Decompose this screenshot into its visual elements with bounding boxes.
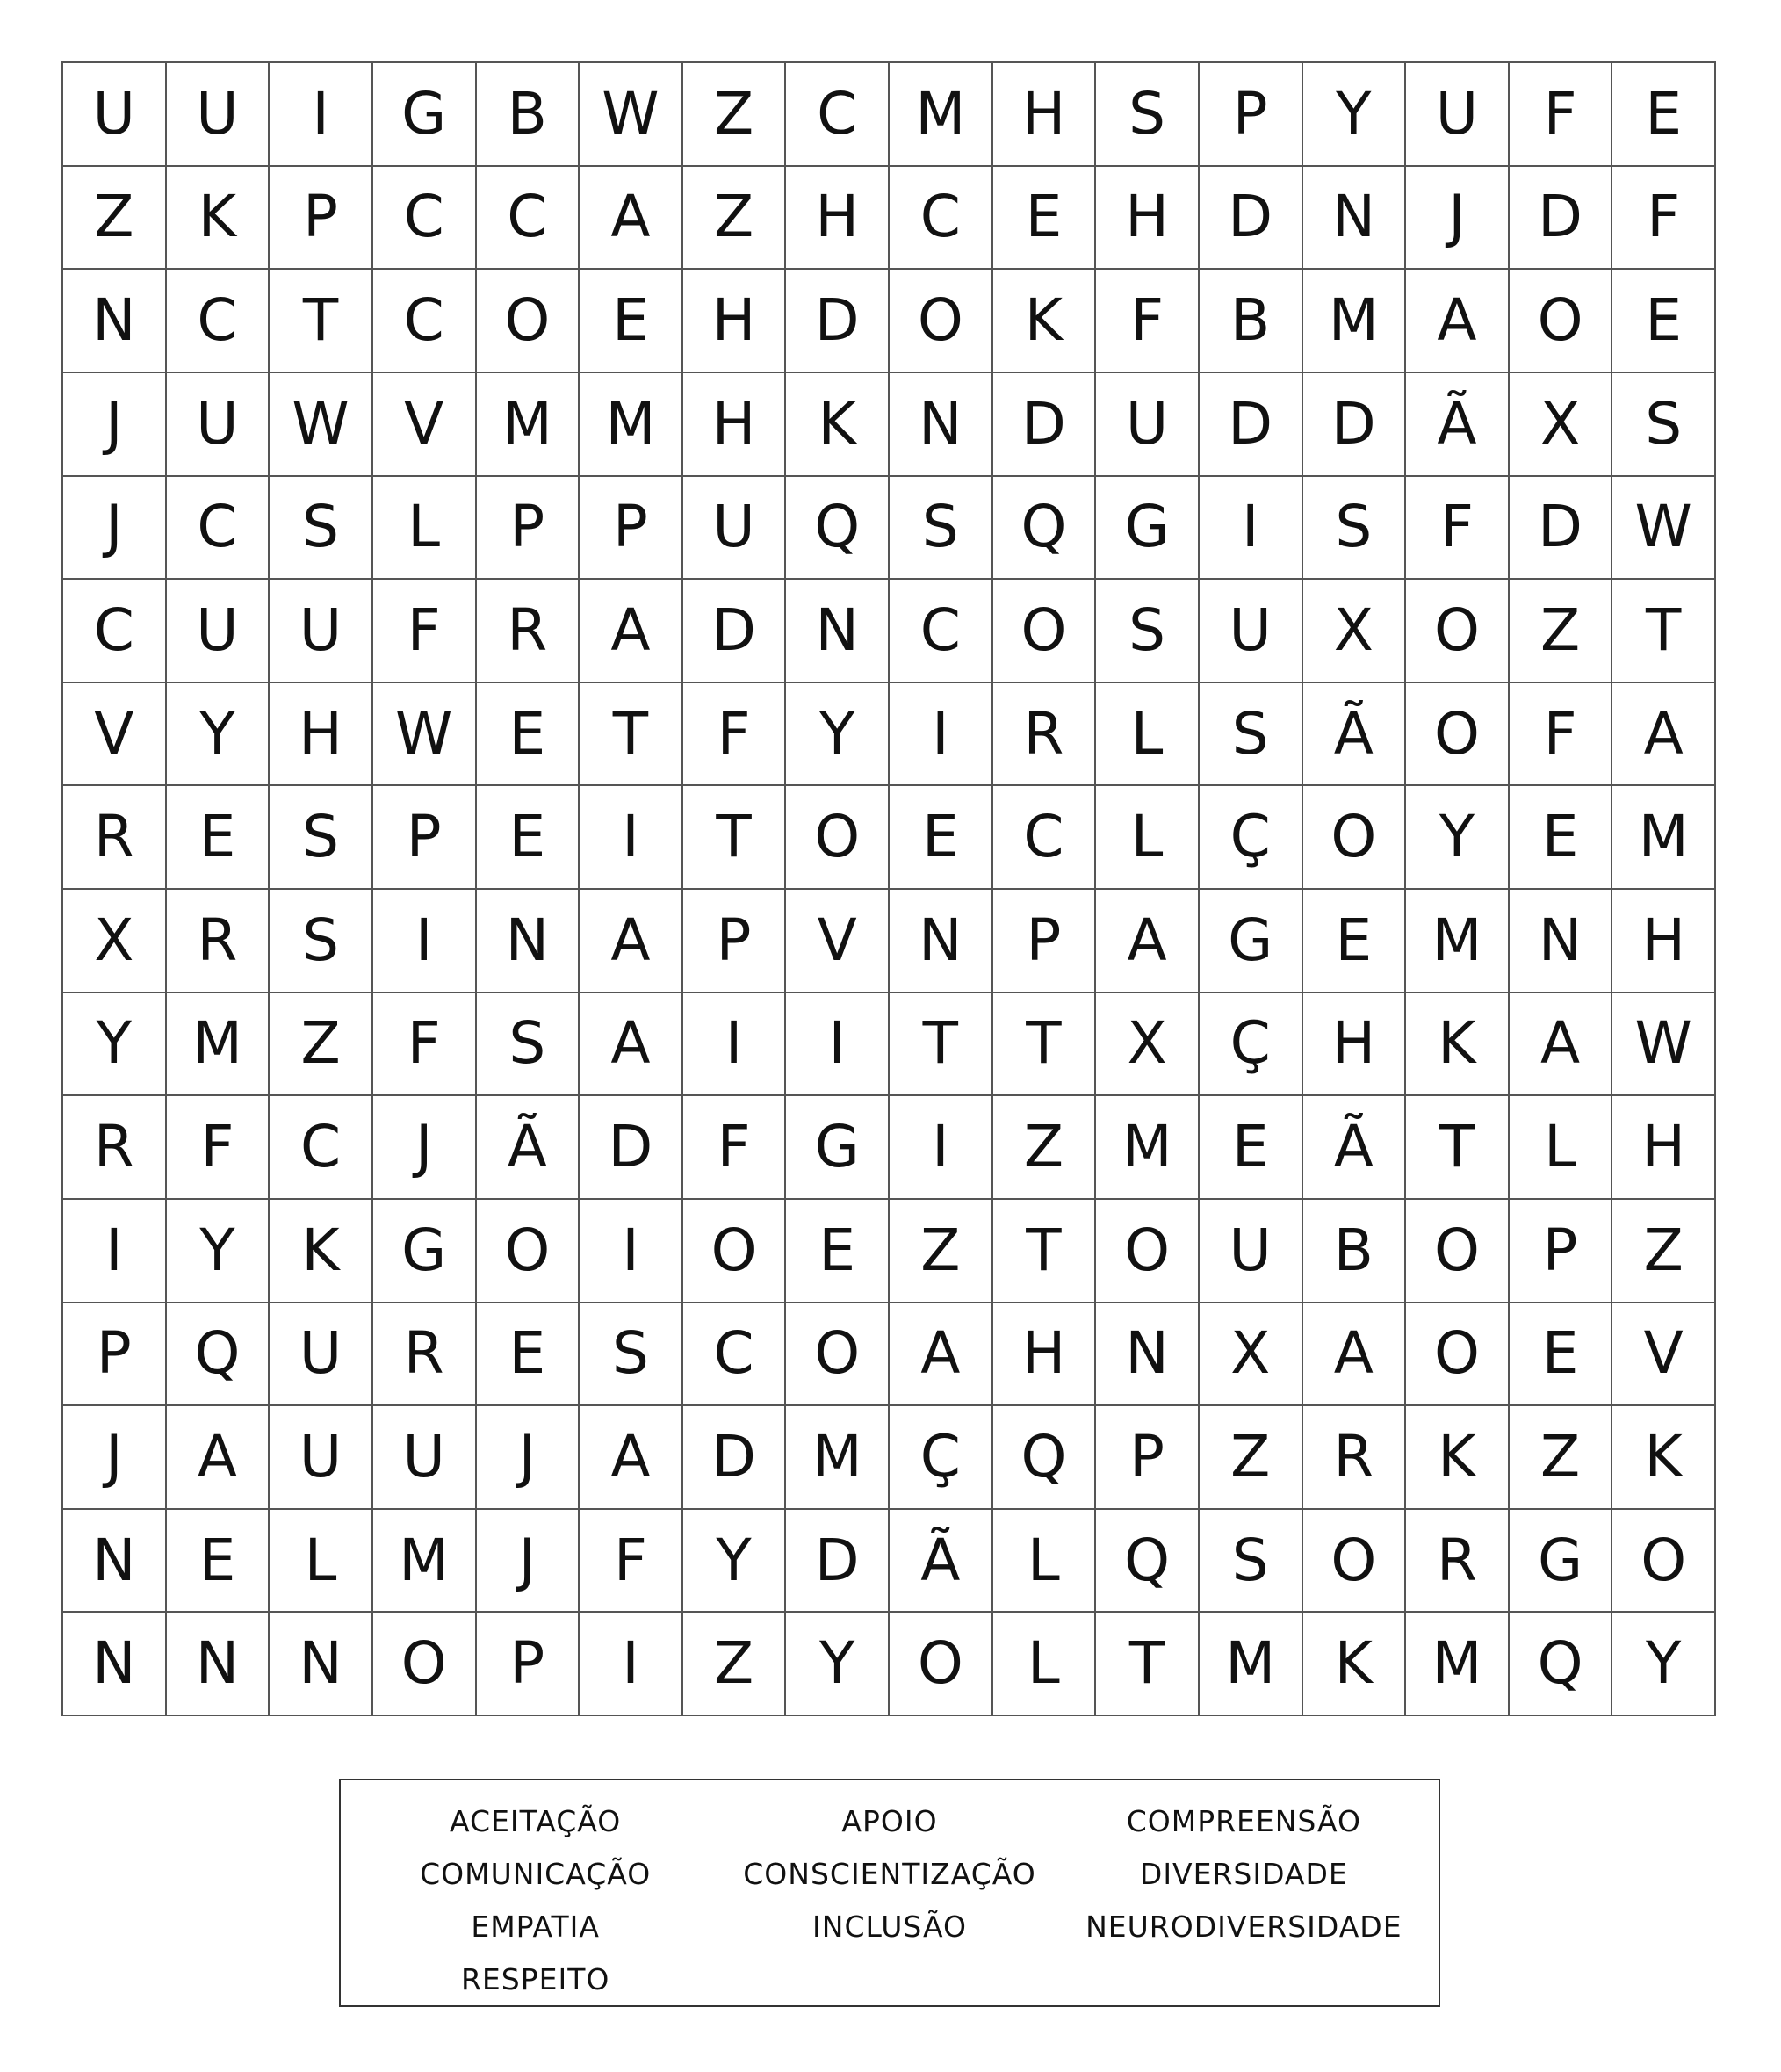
grid-cell[interactable]: P xyxy=(270,167,373,271)
grid-cell[interactable]: A xyxy=(1303,1303,1407,1407)
grid-cell[interactable]: M xyxy=(1612,786,1716,890)
grid-cell[interactable]: M xyxy=(373,1510,477,1614)
grid-cell[interactable]: Z xyxy=(683,167,787,271)
word-list xyxy=(339,1779,1440,2007)
grid-cell[interactable]: M xyxy=(1406,890,1510,993)
grid-cell[interactable]: Q xyxy=(1510,1613,1613,1716)
letter-grid xyxy=(61,61,1716,1716)
grid-cell[interactable]: E xyxy=(167,786,270,890)
grid-cell[interactable]: O xyxy=(1406,1303,1510,1407)
grid-cell[interactable]: Ã xyxy=(1303,1096,1407,1200)
grid-cell[interactable]: I xyxy=(890,1096,993,1200)
grid-cell[interactable]: H xyxy=(683,270,787,373)
grid-cell[interactable]: P xyxy=(993,890,1097,993)
grid-cell[interactable]: E xyxy=(477,683,580,787)
grid-cell[interactable]: D xyxy=(1200,373,1303,477)
grid-cell[interactable]: I xyxy=(580,786,683,890)
grid-cell[interactable]: N xyxy=(1096,1303,1200,1407)
grid-cell[interactable]: E xyxy=(890,786,993,890)
grid-cell[interactable]: N xyxy=(270,1613,373,1716)
grid-cell[interactable]: R xyxy=(993,683,1097,787)
grid-cell[interactable]: U xyxy=(270,1406,373,1510)
grid-cell[interactable]: O xyxy=(683,1200,787,1303)
grid-cell[interactable]: U xyxy=(270,580,373,683)
grid-cell[interactable]: R xyxy=(373,1303,477,1407)
grid-cell[interactable]: U xyxy=(167,580,270,683)
grid-cell[interactable]: S xyxy=(580,1303,683,1407)
grid-cell[interactable]: K xyxy=(1406,993,1510,1097)
grid-cell[interactable]: M xyxy=(167,993,270,1097)
grid-cell[interactable]: U xyxy=(1200,1200,1303,1303)
grid-cell[interactable]: E xyxy=(1612,270,1716,373)
grid-cell[interactable]: M xyxy=(1303,270,1407,373)
grid-cell[interactable]: R xyxy=(1303,1406,1407,1510)
word-list-item: COMPREENSÃO xyxy=(1126,1803,1361,1838)
grid-cell[interactable]: N xyxy=(63,1613,167,1716)
grid-cell[interactable]: D xyxy=(580,1096,683,1200)
grid-cell[interactable]: Z xyxy=(1200,1406,1303,1510)
grid-cell[interactable]: V xyxy=(373,373,477,477)
grid-cell[interactable]: O xyxy=(1303,786,1407,890)
grid-cell[interactable]: Z xyxy=(890,1200,993,1303)
grid-cell[interactable]: X xyxy=(1200,1303,1303,1407)
grid-cell[interactable]: Y xyxy=(786,683,890,787)
grid-cell[interactable]: Z xyxy=(1510,1406,1613,1510)
grid-cell[interactable]: F xyxy=(373,580,477,683)
grid-cell[interactable]: Y xyxy=(1406,786,1510,890)
grid-cell[interactable]: D xyxy=(786,270,890,373)
grid-cell[interactable]: M xyxy=(580,373,683,477)
grid-cell[interactable]: D xyxy=(1200,167,1303,271)
grid-cell[interactable]: T xyxy=(993,1200,1097,1303)
grid-cell[interactable]: O xyxy=(1406,580,1510,683)
grid-cell[interactable]: F xyxy=(683,683,787,787)
grid-cell[interactable]: Y xyxy=(63,993,167,1097)
grid-cell[interactable]: D xyxy=(1303,373,1407,477)
grid-cell[interactable]: C xyxy=(786,63,890,167)
grid-cell[interactable]: R xyxy=(477,580,580,683)
grid-cell[interactable]: Y xyxy=(683,1510,787,1614)
grid-cell[interactable]: C xyxy=(167,270,270,373)
grid-cell[interactable]: B xyxy=(1303,1200,1407,1303)
grid-cell[interactable]: E xyxy=(1510,1303,1613,1407)
grid-cell[interactable]: U xyxy=(373,1406,477,1510)
grid-cell[interactable]: F xyxy=(1612,167,1716,271)
grid-cell[interactable]: L xyxy=(1096,786,1200,890)
grid-cell[interactable]: F xyxy=(580,1510,683,1614)
grid-cell[interactable]: R xyxy=(1406,1510,1510,1614)
grid-cell[interactable]: V xyxy=(63,683,167,787)
grid-cell[interactable]: E xyxy=(1510,786,1613,890)
grid-cell[interactable]: N xyxy=(63,1510,167,1614)
grid-cell[interactable]: L xyxy=(1096,683,1200,787)
grid-cell[interactable]: I xyxy=(270,63,373,167)
grid-cell[interactable]: Y xyxy=(167,683,270,787)
grid-cell[interactable]: C xyxy=(890,167,993,271)
grid-cell[interactable]: P xyxy=(1096,1406,1200,1510)
grid-cell[interactable]: A xyxy=(1406,270,1510,373)
grid-cell[interactable]: X xyxy=(1303,580,1407,683)
grid-cell[interactable]: P xyxy=(1200,63,1303,167)
grid-cell[interactable]: K xyxy=(1406,1406,1510,1510)
grid-cell[interactable]: J xyxy=(1406,167,1510,271)
grid-cell[interactable]: W xyxy=(373,683,477,787)
grid-cell[interactable]: Y xyxy=(1612,1613,1716,1716)
grid-cell[interactable]: A xyxy=(1510,993,1613,1097)
grid-cell[interactable]: I xyxy=(63,1200,167,1303)
grid-cell[interactable]: E xyxy=(786,1200,890,1303)
grid-cell[interactable]: D xyxy=(1510,167,1613,271)
grid-cell[interactable]: U xyxy=(63,63,167,167)
grid-cell[interactable]: Z xyxy=(683,1613,787,1716)
grid-cell[interactable]: K xyxy=(167,167,270,271)
grid-cell[interactable]: K xyxy=(786,373,890,477)
grid-cell[interactable]: X xyxy=(63,890,167,993)
grid-cell[interactable]: H xyxy=(270,683,373,787)
grid-cell[interactable]: I xyxy=(890,683,993,787)
grid-cell[interactable]: Q xyxy=(993,477,1097,581)
grid-cell[interactable]: I xyxy=(373,890,477,993)
grid-cell[interactable]: O xyxy=(1612,1510,1716,1614)
grid-cell[interactable]: D xyxy=(786,1510,890,1614)
grid-cell[interactable]: A xyxy=(167,1406,270,1510)
grid-cell[interactable]: S xyxy=(1096,580,1200,683)
grid-cell[interactable]: A xyxy=(1096,890,1200,993)
grid-cell[interactable]: H xyxy=(1612,1096,1716,1200)
grid-cell[interactable]: T xyxy=(270,270,373,373)
grid-cell[interactable]: G xyxy=(1200,890,1303,993)
grid-cell[interactable]: D xyxy=(1510,477,1613,581)
word-list-item: DIVERSIDADE xyxy=(1139,1856,1348,1891)
grid-cell[interactable]: S xyxy=(1200,1510,1303,1614)
grid-cell[interactable]: I xyxy=(1200,477,1303,581)
grid-cell[interactable]: A xyxy=(890,1303,993,1407)
grid-cell[interactable]: Y xyxy=(786,1613,890,1716)
grid-cell[interactable]: M xyxy=(890,63,993,167)
grid-cell[interactable]: Ã xyxy=(1303,683,1407,787)
grid-cell[interactable]: C xyxy=(993,786,1097,890)
grid-cell[interactable]: O xyxy=(373,1613,477,1716)
grid-cell[interactable]: I xyxy=(786,993,890,1097)
grid-cell[interactable]: O xyxy=(477,1200,580,1303)
grid-cell[interactable]: E xyxy=(580,270,683,373)
grid-cell[interactable]: L xyxy=(1510,1096,1613,1200)
grid-cell[interactable]: H xyxy=(1612,890,1716,993)
grid-cell[interactable]: F xyxy=(167,1096,270,1200)
grid-cell[interactable]: Z xyxy=(683,63,787,167)
grid-cell[interactable]: N xyxy=(167,1613,270,1716)
grid-cell[interactable]: Q xyxy=(993,1406,1097,1510)
grid-cell[interactable]: U xyxy=(167,373,270,477)
grid-cell[interactable]: O xyxy=(1303,1510,1407,1614)
grid-cell[interactable]: M xyxy=(477,373,580,477)
grid-cell[interactable]: X xyxy=(1096,993,1200,1097)
grid-cell[interactable]: D xyxy=(993,373,1097,477)
grid-cell[interactable]: O xyxy=(890,270,993,373)
grid-cell[interactable]: M xyxy=(1200,1613,1303,1716)
grid-cell[interactable]: H xyxy=(1303,993,1407,1097)
grid-cell[interactable]: S xyxy=(890,477,993,581)
grid-cell[interactable]: J xyxy=(63,1406,167,1510)
grid-cell[interactable]: J xyxy=(373,1096,477,1200)
grid-cell[interactable]: P xyxy=(580,477,683,581)
word-list-item: RESPEITO xyxy=(460,1961,610,1996)
grid-cell[interactable]: U xyxy=(270,1303,373,1407)
grid-cell[interactable]: T xyxy=(890,993,993,1097)
word-list-item: CONSCIENTIZAÇÃO xyxy=(743,1856,1036,1891)
grid-cell[interactable]: O xyxy=(786,1303,890,1407)
grid-cell[interactable]: Y xyxy=(167,1200,270,1303)
grid-cell[interactable]: D xyxy=(683,1406,787,1510)
grid-cell[interactable]: T xyxy=(1406,1096,1510,1200)
grid-cell[interactable]: O xyxy=(1406,1200,1510,1303)
grid-cell[interactable]: S xyxy=(477,993,580,1097)
grid-cell[interactable]: K xyxy=(993,270,1097,373)
grid-cell[interactable]: N xyxy=(890,890,993,993)
grid-cell[interactable]: U xyxy=(1096,373,1200,477)
grid-cell[interactable]: E xyxy=(1303,890,1407,993)
grid-cell[interactable]: L xyxy=(373,477,477,581)
grid-cell[interactable]: S xyxy=(1303,477,1407,581)
grid-cell[interactable]: N xyxy=(890,373,993,477)
grid-cell[interactable]: Q xyxy=(786,477,890,581)
grid-cell[interactable]: E xyxy=(477,1303,580,1407)
grid-cell[interactable]: T xyxy=(1612,580,1716,683)
grid-cell[interactable]: W xyxy=(1612,993,1716,1097)
grid-cell[interactable]: A xyxy=(580,993,683,1097)
grid-cell[interactable]: Y xyxy=(1303,63,1407,167)
grid-cell[interactable]: C xyxy=(63,580,167,683)
grid-cell[interactable]: O xyxy=(1096,1200,1200,1303)
grid-cell[interactable]: C xyxy=(270,1096,373,1200)
word-list-item: COMUNICAÇÃO xyxy=(420,1856,652,1891)
grid-cell[interactable]: F xyxy=(1406,477,1510,581)
grid-cell[interactable]: F xyxy=(1510,683,1613,787)
grid-cell[interactable]: G xyxy=(786,1096,890,1200)
grid-cell[interactable]: E xyxy=(1200,1096,1303,1200)
grid-cell[interactable]: Ã xyxy=(1406,373,1510,477)
grid-cell[interactable]: B xyxy=(477,63,580,167)
grid-cell[interactable]: N xyxy=(477,890,580,993)
grid-cell[interactable]: T xyxy=(1096,1613,1200,1716)
grid-cell[interactable]: Ç xyxy=(1200,993,1303,1097)
word-list-item: APOIO xyxy=(841,1803,938,1838)
grid-cell[interactable]: H xyxy=(786,167,890,271)
grid-cell[interactable]: S xyxy=(1096,63,1200,167)
grid-cell[interactable]: S xyxy=(270,890,373,993)
grid-cell[interactable]: O xyxy=(890,1613,993,1716)
grid-cell[interactable]: F xyxy=(1510,63,1613,167)
grid-cell[interactable]: N xyxy=(786,580,890,683)
grid-cell[interactable]: J xyxy=(63,477,167,581)
grid-cell[interactable]: E xyxy=(1612,63,1716,167)
word-list-item: EMPATIA xyxy=(471,1909,600,1944)
grid-cell[interactable]: H xyxy=(993,1303,1097,1407)
grid-cell[interactable]: G xyxy=(1510,1510,1613,1614)
grid-cell[interactable]: T xyxy=(683,786,787,890)
grid-cell[interactable]: U xyxy=(683,477,787,581)
grid-cell[interactable]: Q xyxy=(167,1303,270,1407)
grid-cell[interactable]: C xyxy=(477,167,580,271)
grid-cell[interactable]: S xyxy=(270,477,373,581)
grid-cell[interactable]: T xyxy=(580,683,683,787)
grid-cell[interactable]: C xyxy=(373,270,477,373)
grid-cell[interactable]: O xyxy=(1406,683,1510,787)
grid-cell[interactable]: S xyxy=(270,786,373,890)
grid-cell[interactable]: B xyxy=(1200,270,1303,373)
grid-cell[interactable]: U xyxy=(167,63,270,167)
grid-cell[interactable]: Ç xyxy=(1200,786,1303,890)
grid-cell[interactable]: J xyxy=(477,1510,580,1614)
grid-cell[interactable]: H xyxy=(1096,167,1200,271)
grid-cell[interactable]: W xyxy=(270,373,373,477)
grid-cell[interactable]: G xyxy=(373,1200,477,1303)
grid-cell[interactable]: L xyxy=(993,1510,1097,1614)
grid-cell[interactable]: O xyxy=(477,270,580,373)
word-list-item: NEURODIVERSIDADE xyxy=(1085,1909,1402,1944)
grid-cell[interactable]: O xyxy=(786,786,890,890)
grid-cell[interactable]: C xyxy=(167,477,270,581)
grid-cell[interactable]: J xyxy=(477,1406,580,1510)
grid-cell[interactable]: P xyxy=(683,890,787,993)
grid-cell[interactable]: Q xyxy=(1096,1510,1200,1614)
grid-cell[interactable]: F xyxy=(683,1096,787,1200)
grid-cell[interactable]: R xyxy=(63,1096,167,1200)
grid-cell[interactable]: P xyxy=(477,477,580,581)
grid-cell[interactable]: K xyxy=(1303,1613,1407,1716)
grid-cell[interactable]: Z xyxy=(63,167,167,271)
grid-cell[interactable]: F xyxy=(1096,270,1200,373)
grid-cell[interactable]: G xyxy=(373,63,477,167)
grid-cell[interactable]: I xyxy=(580,1613,683,1716)
grid-cell[interactable]: A xyxy=(580,890,683,993)
grid-cell[interactable]: C xyxy=(683,1303,787,1407)
word-list-item: INCLUSÃO xyxy=(812,1909,967,1944)
grid-cell[interactable]: L xyxy=(993,1613,1097,1716)
grid-cell[interactable]: A xyxy=(580,580,683,683)
grid-cell[interactable]: E xyxy=(167,1510,270,1614)
grid-cell[interactable]: O xyxy=(993,580,1097,683)
grid-cell[interactable]: P xyxy=(373,786,477,890)
grid-cell[interactable]: K xyxy=(270,1200,373,1303)
grid-cell[interactable]: P xyxy=(1510,1200,1613,1303)
grid-cell[interactable]: W xyxy=(1612,477,1716,581)
grid-cell[interactable]: N xyxy=(63,270,167,373)
grid-cell[interactable]: V xyxy=(1612,1303,1716,1407)
grid-cell[interactable]: D xyxy=(683,580,787,683)
grid-cell[interactable]: E xyxy=(477,786,580,890)
grid-cell[interactable]: T xyxy=(993,993,1097,1097)
grid-cell[interactable]: I xyxy=(580,1200,683,1303)
grid-cell[interactable]: U xyxy=(1406,63,1510,167)
grid-cell[interactable]: A xyxy=(580,1406,683,1510)
grid-cell[interactable]: C xyxy=(890,580,993,683)
grid-cell[interactable]: N xyxy=(1510,890,1613,993)
grid-cell[interactable]: Z xyxy=(270,993,373,1097)
grid-cell[interactable]: M xyxy=(1406,1613,1510,1716)
grid-cell[interactable]: C xyxy=(373,167,477,271)
grid-cell[interactable]: Z xyxy=(1612,1200,1716,1303)
grid-cell[interactable]: E xyxy=(993,167,1097,271)
grid-cell[interactable]: H xyxy=(993,63,1097,167)
grid-cell[interactable]: V xyxy=(786,890,890,993)
grid-cell[interactable]: I xyxy=(683,993,787,1097)
grid-cell[interactable]: P xyxy=(477,1613,580,1716)
grid-cell[interactable]: M xyxy=(786,1406,890,1510)
grid-cell[interactable]: R xyxy=(63,786,167,890)
grid-cell[interactable]: M xyxy=(1096,1096,1200,1200)
grid-cell[interactable]: F xyxy=(373,993,477,1097)
grid-cell[interactable]: G xyxy=(1096,477,1200,581)
grid-cell[interactable]: Ç xyxy=(890,1406,993,1510)
grid-cell[interactable]: A xyxy=(1612,683,1716,787)
grid-cell[interactable]: P xyxy=(63,1303,167,1407)
word-list-item: ACEITAÇÃO xyxy=(450,1803,622,1838)
grid-cell[interactable]: K xyxy=(1612,1406,1716,1510)
grid-cell[interactable]: W xyxy=(580,63,683,167)
grid-cell[interactable]: X xyxy=(1510,373,1613,477)
grid-cell[interactable]: Z xyxy=(1510,580,1613,683)
grid-cell[interactable]: U xyxy=(1200,580,1303,683)
grid-cell[interactable]: S xyxy=(1200,683,1303,787)
grid-cell[interactable]: S xyxy=(1612,373,1716,477)
grid-cell[interactable]: H xyxy=(683,373,787,477)
grid-cell[interactable]: O xyxy=(1510,270,1613,373)
grid-cell[interactable]: R xyxy=(167,890,270,993)
grid-cell[interactable]: J xyxy=(63,373,167,477)
grid-cell[interactable]: N xyxy=(1303,167,1407,271)
grid-cell[interactable]: Ã xyxy=(890,1510,993,1614)
grid-cell[interactable]: L xyxy=(270,1510,373,1614)
grid-cell[interactable]: A xyxy=(580,167,683,271)
grid-cell[interactable]: Ã xyxy=(477,1096,580,1200)
grid-cell[interactable]: Z xyxy=(993,1096,1097,1200)
